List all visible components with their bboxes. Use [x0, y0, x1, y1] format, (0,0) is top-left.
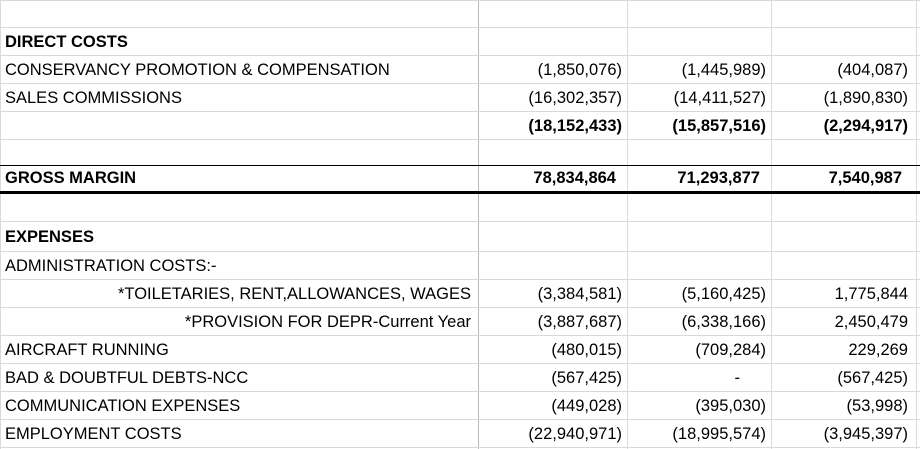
gross-margin-value[interactable]: 78,834,864 [533, 169, 616, 187]
table-row [0, 84, 920, 112]
row-label[interactable] [5, 112, 475, 140]
table-row [0, 420, 920, 448]
value-cell[interactable]: (3,384,581) [537, 285, 622, 303]
value-cell[interactable]: (22,940,971) [528, 425, 622, 443]
row-label[interactable] [5, 140, 475, 168]
subtotal-row [0, 112, 920, 140]
table-row [0, 392, 920, 420]
value-cell[interactable]: (14,411,527) [673, 89, 766, 107]
row-label[interactable]: *TOILETARIES, RENT,ALLOWANCES, WAGES [118, 285, 471, 303]
value-cell[interactable]: (480,015) [551, 341, 622, 359]
row-label[interactable]: EMPLOYMENT COSTS [5, 425, 182, 443]
value-cell[interactable]: (53,998) [846, 397, 908, 415]
value-cell[interactable]: (1,890,830) [823, 89, 908, 107]
section-heading[interactable]: DIRECT COSTS [5, 33, 128, 51]
value-cell[interactable]: (5,160,425) [681, 285, 766, 303]
value-cell[interactable]: (3,945,397) [823, 425, 908, 443]
value-cell[interactable]: - [734, 369, 740, 387]
value-cell[interactable]: (6,338,166) [681, 313, 766, 331]
row-label[interactable]: COMMUNICATION EXPENSES [5, 397, 241, 415]
value-cell[interactable]: (404,087) [837, 61, 908, 79]
value-cell[interactable]: (16,302,357) [528, 89, 622, 107]
table-row [0, 280, 920, 308]
table-row [0, 194, 920, 222]
value-cell[interactable]: (567,425) [551, 369, 622, 387]
gross-margin-value[interactable]: 71,293,877 [677, 169, 760, 187]
table-row [0, 0, 920, 28]
table-row [0, 252, 920, 280]
value-cell[interactable]: 2,450,479 [834, 313, 908, 331]
value-cell[interactable]: (449,028) [551, 397, 622, 415]
table-row [0, 364, 920, 392]
row-label[interactable]: SALES COMMISSIONS [5, 89, 182, 107]
subtotal-cell[interactable]: (2,294,917) [823, 117, 908, 135]
value-cell[interactable]: (18,995,574) [672, 425, 766, 443]
row-label[interactable] [5, 194, 475, 222]
section-heading[interactable]: EXPENSES [5, 228, 94, 246]
value-cell[interactable]: (1,850,076) [537, 61, 622, 79]
value-cell[interactable]: (709,284) [695, 341, 766, 359]
subtotal-cell[interactable]: (18,152,433) [528, 117, 622, 135]
table-row [0, 223, 920, 251]
row-label[interactable]: AIRCRAFT RUNNING [5, 341, 169, 359]
table-row [0, 336, 920, 364]
subtotal-cell[interactable]: (15,857,516) [672, 117, 766, 135]
table-row [0, 28, 920, 56]
value-cell[interactable]: (395,030) [695, 397, 766, 415]
table-row [0, 140, 920, 165]
gross-margin-label[interactable]: GROSS MARGIN [5, 169, 137, 187]
row-label[interactable]: *PROVISION FOR DEPR-Current Year [184, 313, 471, 331]
row-label[interactable]: ADMINISTRATION COSTS:- [5, 257, 217, 275]
row-label[interactable]: CONSERVANCY PROMOTION & COMPENSATION [5, 61, 390, 79]
value-cell[interactable]: 229,269 [848, 341, 908, 359]
row-label[interactable]: BAD & DOUBTFUL DEBTS-NCC [5, 369, 249, 387]
value-cell[interactable]: 1,775,844 [834, 285, 908, 303]
row-label[interactable] [5, 0, 475, 28]
value-cell[interactable]: (1,445,989) [681, 61, 766, 79]
table-row [0, 56, 920, 84]
gross-margin-row [0, 166, 920, 191]
value-cell[interactable]: (3,887,687) [537, 313, 622, 331]
value-cell[interactable]: (567,425) [837, 369, 908, 387]
gross-margin-value[interactable]: 7,540,987 [828, 169, 902, 187]
table-row [0, 308, 920, 336]
